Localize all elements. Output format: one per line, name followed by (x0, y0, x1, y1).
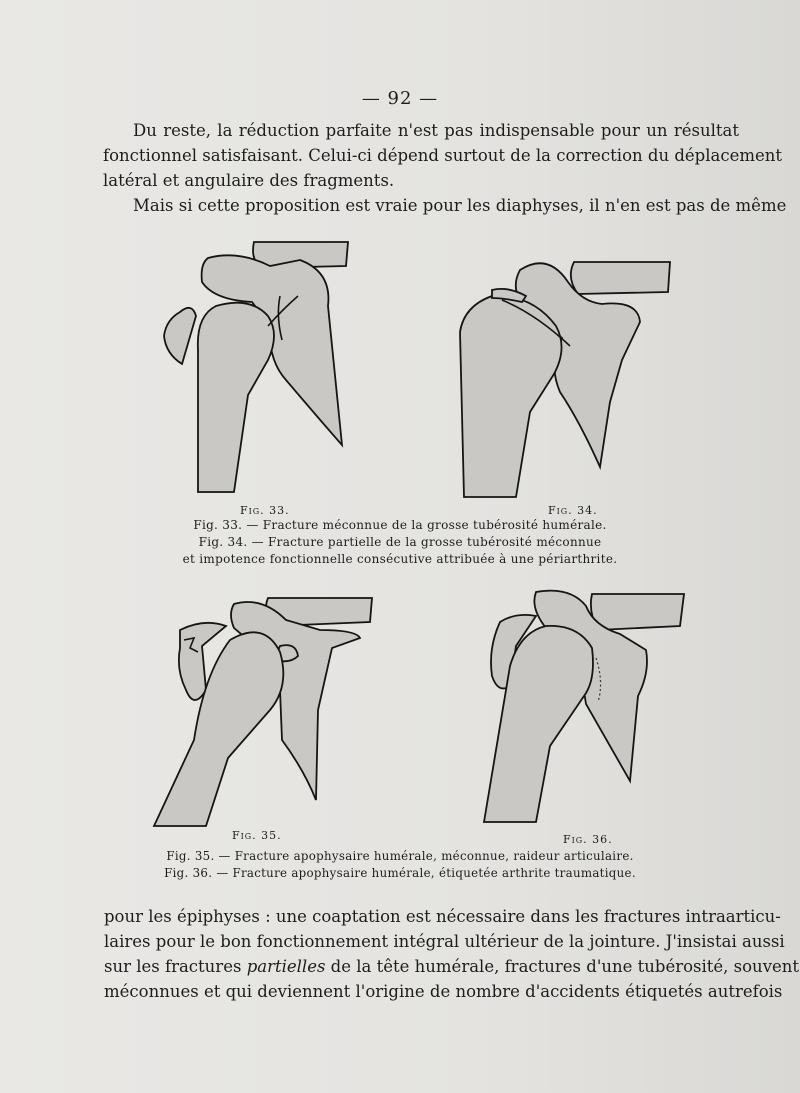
paragraph-line: laires pour le bon fonctionnement intégral ultérieur de la jointure. J'insistai aussi (104, 932, 785, 951)
top-paragraph (103, 118, 787, 218)
fig35-label: Fig. 35. (232, 829, 282, 842)
caption-fig33: Fig. 33. — Fracture méconnue de la grosse tubérosité humérale. (193, 518, 607, 532)
fig33-glenoid (164, 308, 196, 364)
caption-fig34-line2: et impotence fonctionnelle consécutive attribuée à une périarthrite. (182, 552, 618, 566)
bottom-paragraph (104, 904, 800, 1004)
fig33-humerus (198, 303, 274, 492)
paragraph-line: latéral et angulaire des fragments. (103, 171, 395, 190)
paragraph-line: méconnues et qui deviennent l'origine de nombre d'accidents étiquetés autrefois (104, 982, 783, 1001)
line-text: de la tête humérale, fractures d'une tubérosité, souvent (325, 957, 800, 976)
figure-36-shoulder-drawing (480, 586, 690, 826)
fig36-label: Fig. 36. (563, 833, 613, 846)
caption-fig34-line1: Fig. 34. — Fracture partielle de la grosse tubérosité méconnue (198, 535, 602, 549)
caption-fig35: Fig. 35. — Fracture apophysaire humérale, méconnue, raideur articulaire. (166, 849, 634, 863)
caption-fig36: Fig. 36. — Fracture apophysaire humérale, étiquetée arthrite traumatique. (164, 866, 636, 880)
fig34-acromion (571, 262, 670, 294)
top-figures-caption (0, 517, 800, 568)
figure-33-shoulder-drawing (150, 230, 370, 500)
paragraph-line: fonctionnel satisfaisant. Celui-ci dépend surtout de la correction du déplacement (103, 146, 782, 165)
paragraph-line (104, 954, 800, 979)
bottom-figures-caption (0, 848, 800, 882)
paragraph-line: Du reste, la réduction parfaite n'est pas indispensable pour un résultat (133, 121, 739, 140)
line-text: sur les fractures (104, 957, 247, 976)
page-number: — 92 — (361, 88, 439, 109)
figure-35-shoulder-drawing (150, 590, 380, 830)
fig35-humerus (154, 632, 283, 826)
paragraph-line: Mais si cette proposition est vraie pour les diaphyses, il n'en est pas de même (133, 196, 787, 215)
figure-34-shoulder-drawing (452, 252, 677, 502)
emphasized-word: partielles (246, 957, 326, 976)
fig33-label: Fig. 33. (240, 504, 290, 517)
fig36-acromion (591, 594, 684, 630)
fig34-label: Fig. 34. (548, 504, 598, 517)
paragraph-line: pour les épiphyses : une coaptation est nécessaire dans les fractures intraarticu- (104, 907, 781, 926)
